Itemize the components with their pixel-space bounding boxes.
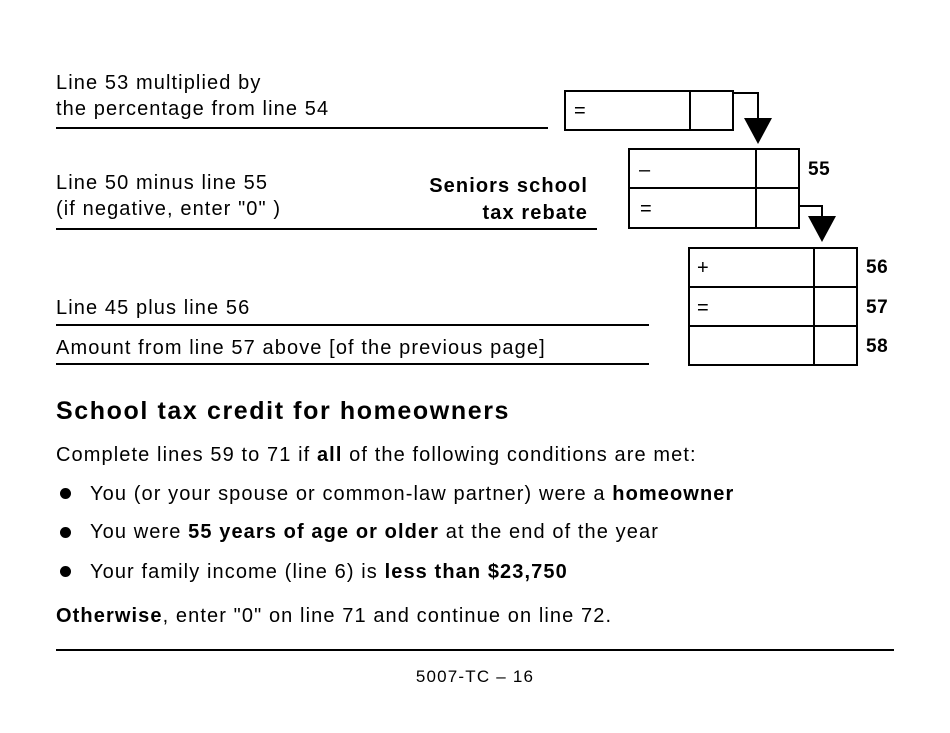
otherwise-bold: Otherwise (56, 605, 163, 627)
cents-divider (813, 249, 815, 286)
line57-label: Line 45 plus line 56 (56, 297, 251, 319)
line53-calc-label-2: the percentage from line 54 (56, 98, 330, 120)
cents-divider (813, 327, 815, 364)
line58-label: Amount from line 57 above [of the previous page] (56, 337, 546, 359)
condition-text: at the end of the year (439, 521, 659, 543)
intro-text-pre: Complete lines 59 to 71 if (56, 444, 317, 466)
condition-item-homeowner (90, 481, 734, 508)
line58-amount-field[interactable] (688, 325, 858, 366)
cents-divider (755, 189, 757, 227)
line-number-57: 57 (866, 297, 889, 318)
line-number-58: 58 (866, 336, 889, 357)
line57-amount-field[interactable] (688, 286, 858, 327)
otherwise-instruction (56, 603, 612, 630)
footer-rule (56, 649, 894, 651)
condition-emphasis: 55 years of age or older (188, 521, 440, 543)
bullet-icon (60, 527, 71, 538)
line56-amount-field[interactable] (688, 247, 858, 288)
condition-emphasis: less than $23,750 (384, 561, 568, 583)
cents-divider (689, 92, 691, 129)
line53-calc-equals-sign: = (574, 100, 586, 122)
line-number-56: 56 (866, 257, 889, 278)
section-heading: School tax credit for homeowners (56, 397, 511, 425)
equals-sign: = (640, 198, 652, 220)
condition-text: You were (90, 521, 189, 543)
line55-label-2: (if negative, enter "0" ) (56, 198, 282, 220)
line57-rule (56, 324, 649, 326)
equals-sign: = (697, 297, 709, 319)
intro-text-bold: all (316, 444, 343, 466)
arrow-down-icon (798, 198, 840, 244)
line58-rule (56, 363, 649, 365)
line53-calc-amount-field[interactable] (564, 90, 734, 131)
condition-item-income (90, 559, 568, 586)
otherwise-text: , enter "0" on line 71 and continue on line 72. (162, 605, 613, 627)
bullet-icon (60, 488, 71, 499)
arrow-down-icon (732, 92, 772, 148)
line55-rebate-field[interactable] (628, 187, 800, 229)
cents-divider (755, 150, 757, 187)
tax-rebate-label: tax rebate (482, 202, 588, 224)
condition-item-age (90, 519, 659, 546)
line53-calc-rule (56, 127, 548, 129)
line-number-55: 55 (808, 159, 831, 180)
section-intro (56, 442, 697, 469)
line53-calc-label-1: Line 53 multiplied by (56, 72, 262, 94)
condition-text: You (or your spouse or common-law partner) were a (90, 483, 613, 505)
plus-sign: + (697, 257, 709, 279)
condition-text: Your family income (line 6) is (90, 561, 385, 583)
bullet-icon (60, 566, 71, 577)
line55-rule (56, 228, 597, 230)
minus-sign: – (639, 159, 651, 181)
intro-text-post: of the following conditions are met: (342, 444, 697, 466)
seniors-school-label: Seniors school (429, 175, 588, 197)
line55-label-1: Line 50 minus line 55 (56, 172, 269, 194)
cents-divider (813, 288, 815, 325)
form-page-id: 5007-TC – 16 (415, 667, 535, 686)
line55-subtract-field[interactable] (628, 148, 800, 189)
condition-emphasis: homeowner (612, 483, 735, 505)
